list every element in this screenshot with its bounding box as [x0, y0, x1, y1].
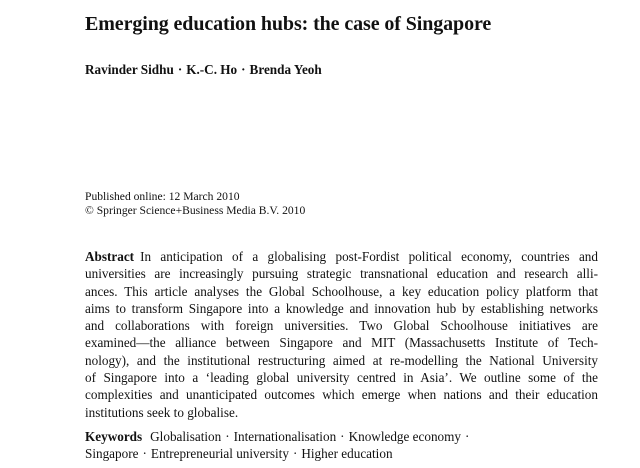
keyword-separator: ·: [340, 429, 345, 444]
keywords-line: [85, 445, 598, 462]
keyword: Higher education: [301, 446, 393, 462]
paper-title: Emerging education hubs: the case of Singapore: [85, 13, 492, 35]
abstract-line: universities are increasingly pursuing strategic transnational education and research alli-: [85, 266, 598, 282]
keyword-separator: ·: [225, 429, 230, 444]
keyword: Singapore: [85, 446, 139, 462]
author-separator: ·: [241, 62, 246, 77]
abstract-line: ances. This article analyses the Global Schoolhouse, a key education policy platform that: [85, 283, 598, 299]
author-name: K.-C. Ho: [186, 62, 238, 77]
abstract-label: Abstract: [85, 249, 135, 264]
keyword: Internationalisation: [233, 429, 337, 444]
keywords-line: [85, 428, 598, 445]
keyword-separator: ·: [142, 446, 147, 462]
publication-info: [85, 190, 305, 218]
author-separator: ·: [177, 62, 183, 77]
abstract-line: and collaborations with foreign universities. Two Global Schoolhouse initiatives are: [85, 318, 598, 334]
abstract-section: [85, 248, 598, 421]
keyword: Globalisation: [150, 429, 222, 444]
abstract-line: [85, 248, 598, 265]
author-name: Brenda Yeoh: [249, 62, 322, 77]
abstract-line: of Singapore into a ‘leading global university centred in Asia’. We outline some of the: [85, 370, 598, 386]
abstract-line: complexities and unanticipated outcomes which emerge when nations and their education: [85, 387, 598, 403]
keyword-separator: ·: [292, 446, 298, 462]
author-list: [85, 62, 322, 78]
keyword-separator: ·: [465, 429, 470, 444]
author-name: Ravinder Sidhu: [85, 62, 174, 77]
abstract-line: examined—the alliance between Singapore and MIT (Massachusetts Institute of Tech-: [85, 335, 598, 351]
copyright-notice: © Springer Science+Business Media B.V. 2010: [85, 204, 306, 217]
abstract-text: In anticipation of a globalising post-Fordist political economy, countries and: [140, 249, 598, 264]
keywords-section: [85, 428, 598, 463]
abstract-line: institutions seek to globalise.: [85, 404, 239, 420]
keywords-label: Keywords: [85, 429, 143, 444]
keyword: Knowledge economy: [348, 429, 462, 444]
abstract-line: nology), and the institutional restructuring aimed at re-modelling the National University: [85, 352, 598, 368]
keyword: Entrepreneurial university: [150, 446, 289, 462]
abstract-line: aims to transform Singapore into a knowledge and innovation hub by establishing networks: [85, 300, 598, 316]
published-date: Published online: 12 March 2010: [85, 190, 240, 203]
